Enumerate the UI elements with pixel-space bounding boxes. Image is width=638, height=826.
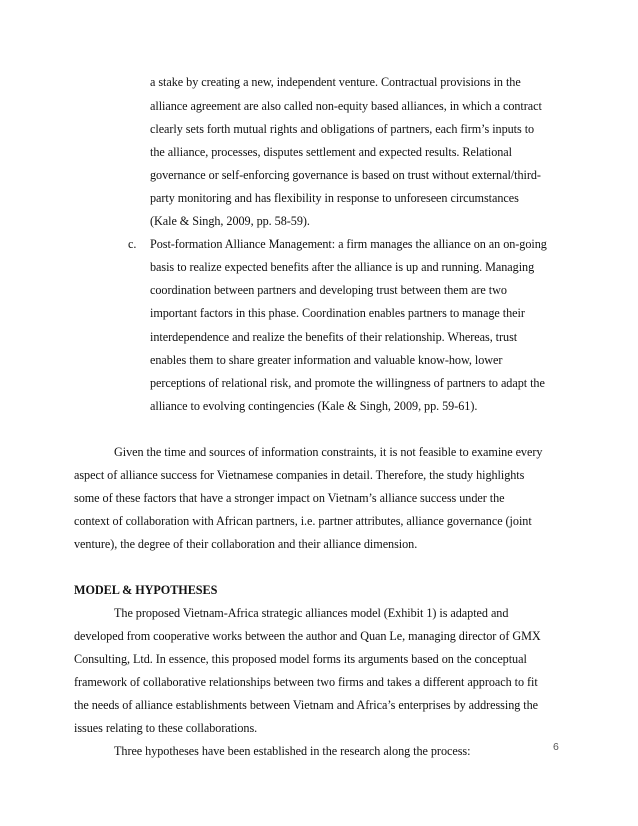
paragraph-line: some of these factors that have a stronger impact on Vietnam’s alliance success under the <box>74 491 505 505</box>
list-c-label: c. <box>128 237 137 251</box>
paragraph-line: venture), the degree of their collaboration and their alliance dimension. <box>74 537 418 551</box>
list-b-line: a stake by creating a new, independent venture. Contractual provisions in the <box>150 75 521 89</box>
paragraph-line: the needs of alliance establishments between Vietnam and Africa’s enterprises by addressing the <box>74 698 539 712</box>
paragraph-line: Consulting, Ltd. In essence, this proposed model forms its arguments based on the conceptual <box>74 652 527 666</box>
list-b-line: alliance agreement are also called non-equity based alliances, in which a contract <box>150 99 542 113</box>
list-c-line: important factors in this phase. Coordination enables partners to manage their <box>150 306 525 320</box>
list-b-line: governance or self-enforcing governance is based on trust without external/third- <box>150 168 541 182</box>
paragraph-line: Given the time and sources of information constraints, it is not feasible to examine every <box>114 445 543 459</box>
list-b-line: the alliance, processes, disputes settlement and expected results. Relational <box>150 145 512 159</box>
page-number: 6 <box>553 741 559 753</box>
list-c-line: basis to realize expected benefits after the alliance is up and running. Managing <box>150 260 535 274</box>
list-c-line: interdependence and realize the benefits of their relationship. Whereas, trust <box>150 330 518 344</box>
list-c-line: coordination between partners and developing trust between them are two <box>150 283 507 297</box>
list-b-line: party monitoring and has flexibility in response to unforeseen circumstances <box>150 191 519 205</box>
list-c-line: Post-formation Alliance Management: a firm manages the alliance on an on-going <box>150 237 547 251</box>
paragraph-line: aspect of alliance success for Vietnamese companies in detail. Therefore, the study highlights <box>74 468 525 482</box>
list-c-line: enables them to share greater information and valuable know-how, lower <box>150 353 503 367</box>
paragraph-line: context of collaboration with African partners, i.e. partner attributes, alliance governance (joint <box>74 514 532 528</box>
list-c-line: perceptions of relational risk, and promote the willingness of partners to adapt the <box>150 376 545 390</box>
paragraph-line: issues relating to these collaborations. <box>74 721 258 735</box>
list-c-line: alliance to evolving contingencies (Kale & Singh, 2009, pp. 59-61). <box>150 399 478 413</box>
section-heading: MODEL & HYPOTHESES <box>74 583 218 597</box>
list-b-line: clearly sets forth mutual rights and obligations of partners, each firm’s inputs to <box>150 122 535 136</box>
paragraph-line: developed from cooperative works between the author and Quan Le, managing director of GMX <box>74 629 541 643</box>
paragraph-line: Three hypotheses have been established in the research along the process: <box>114 744 471 758</box>
paragraph-line: The proposed Vietnam-Africa strategic alliances model (Exhibit 1) is adapted and <box>114 606 509 620</box>
paragraph-line: framework of collaborative relationships between two firms and takes a different approach to fit <box>74 675 538 689</box>
list-b-line: (Kale & Singh, 2009, pp. 58-59). <box>150 214 310 228</box>
